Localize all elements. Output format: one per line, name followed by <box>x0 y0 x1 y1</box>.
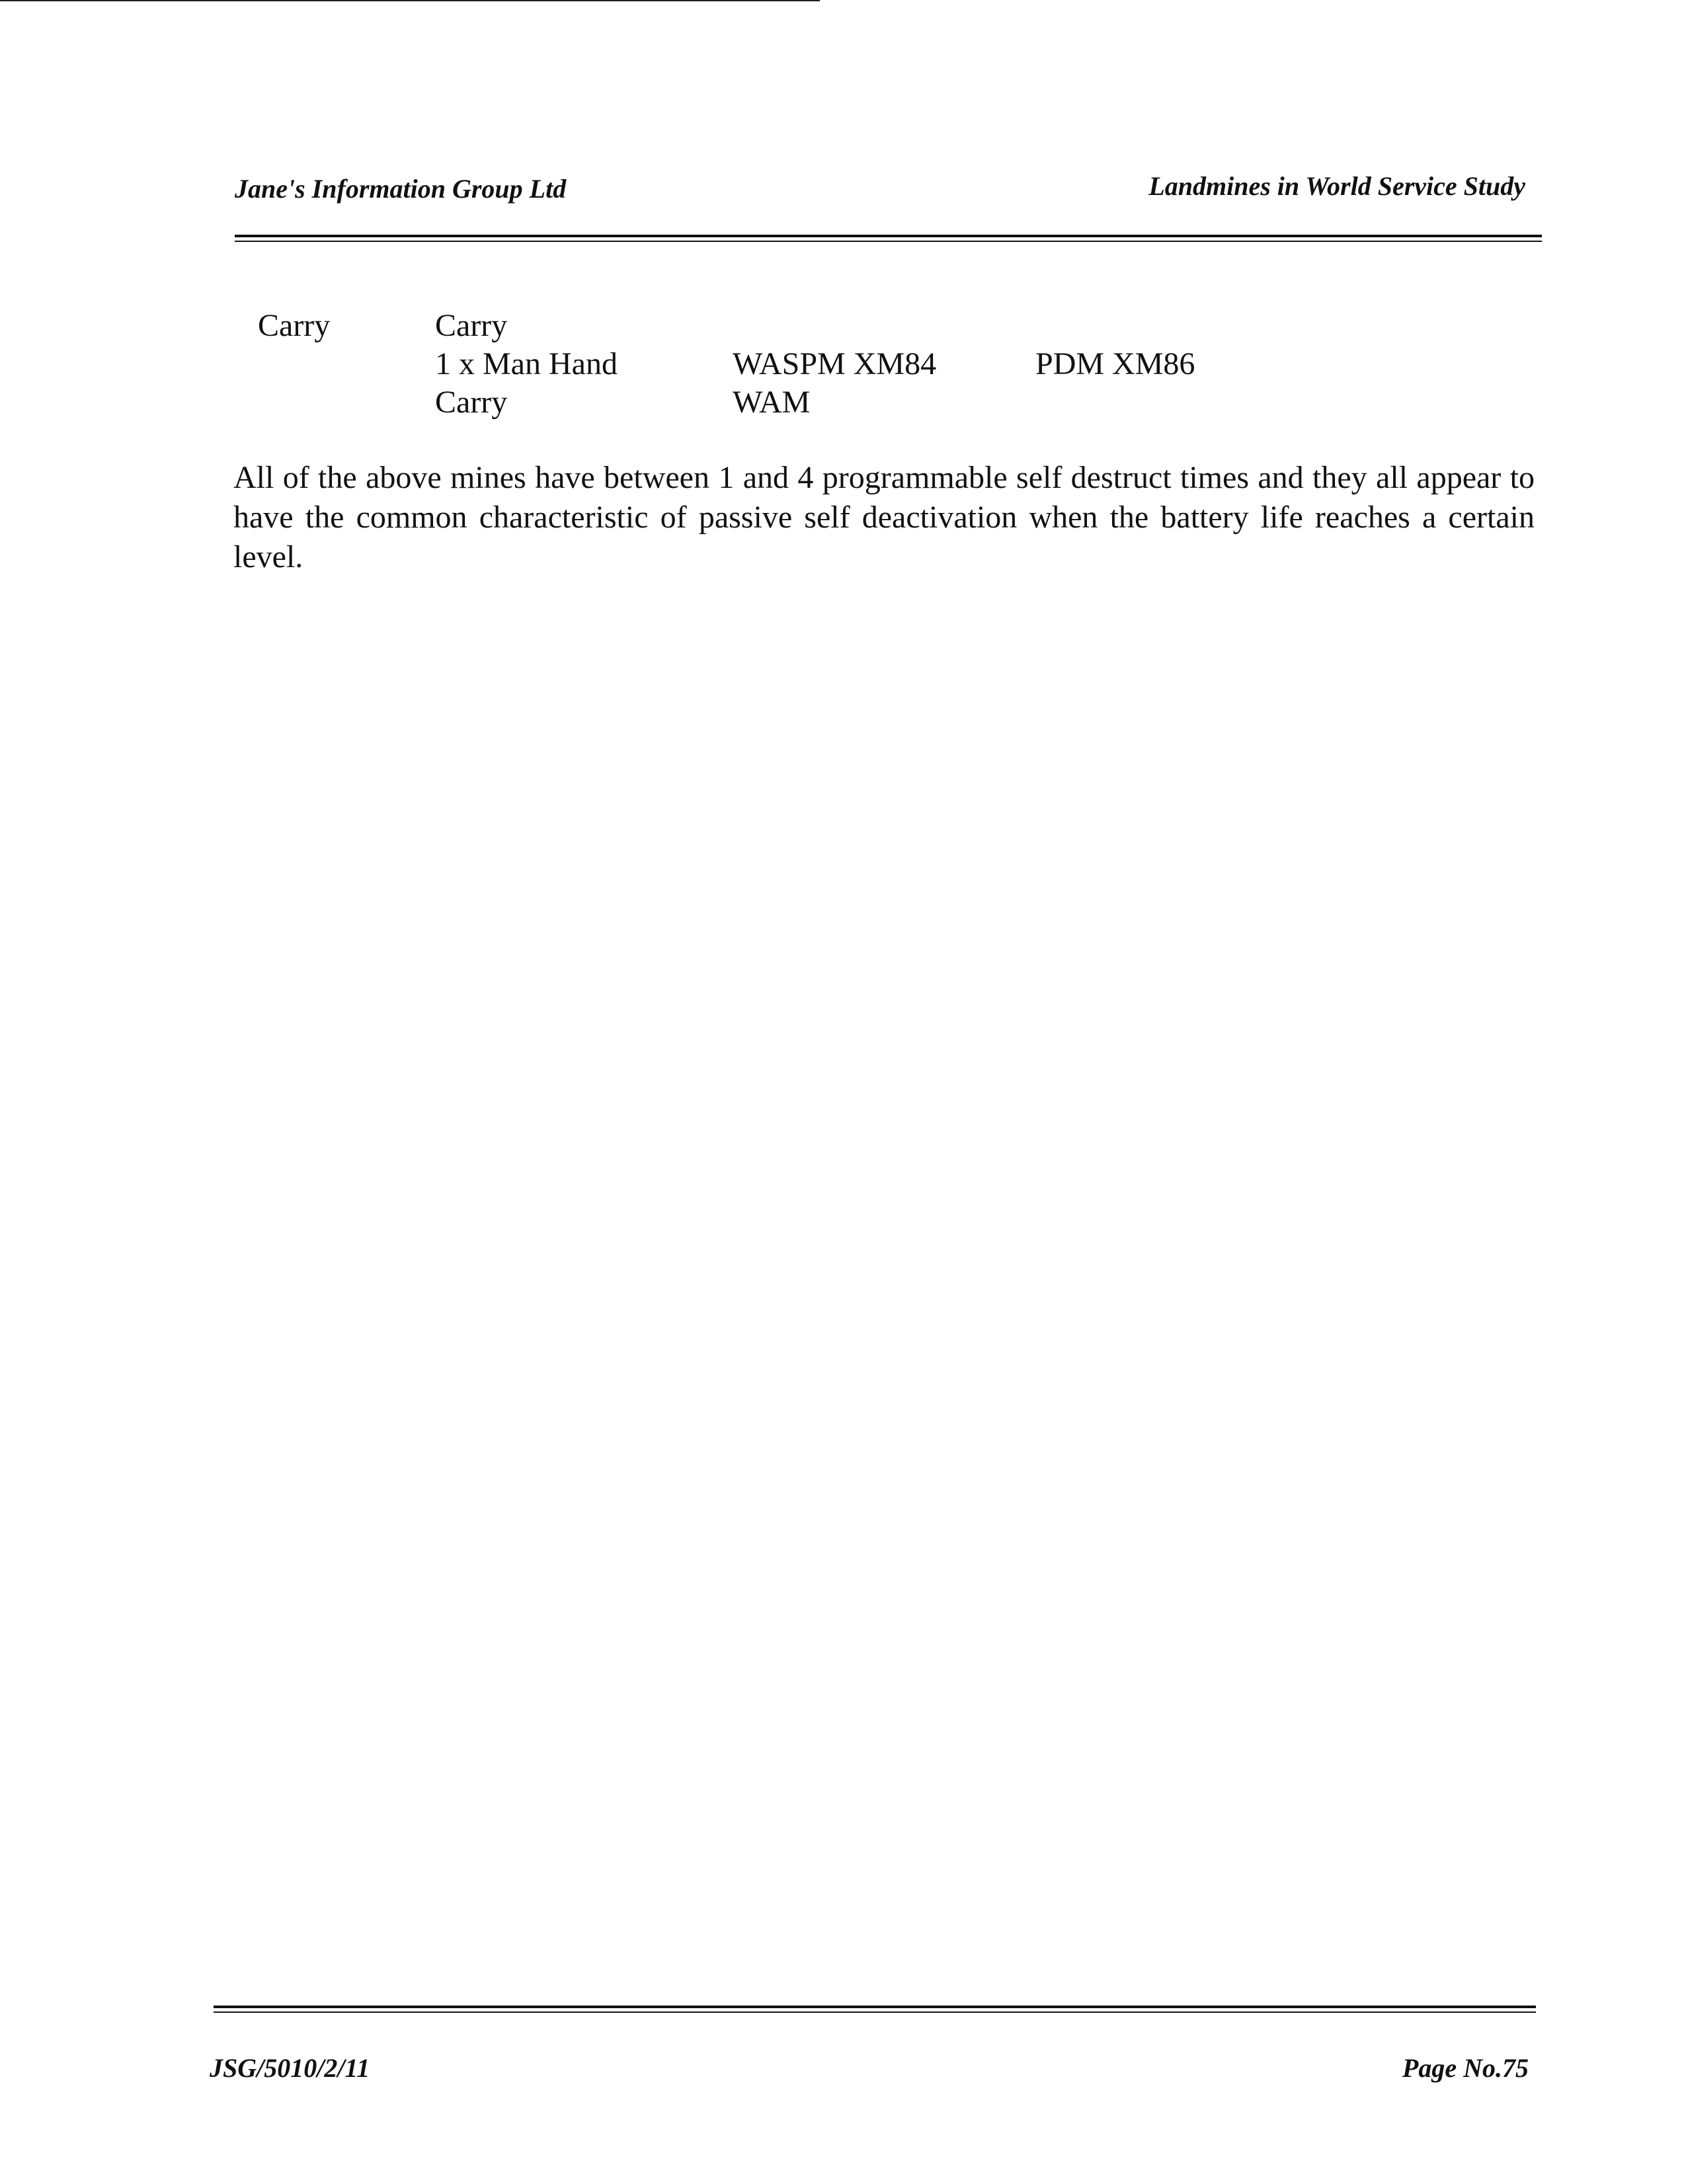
header-publisher: Jane's Information Group Ltd <box>235 174 567 204</box>
footer-rule <box>214 2006 1536 2008</box>
header-rule <box>235 235 1542 237</box>
table-cell: PDM XM86 <box>1035 346 1195 381</box>
header-rule-thin <box>235 241 1542 242</box>
body-paragraph: All of the above mines have between 1 and 4 programmable self destruct times and they all appear to have the common characteristic of passive self deactivation when the battery life reaches a certain level. <box>233 460 1535 574</box>
table-cell: WAM <box>733 385 811 420</box>
table-cell: Carry <box>258 308 331 343</box>
table-cell: Carry <box>435 385 508 420</box>
header-study-title: Landmines in World Service Study <box>1148 171 1525 201</box>
table-cell: 1 x Man Hand <box>435 346 618 381</box>
footer-document-code: JSG/5010/2/11 <box>210 2053 370 2083</box>
footer-page-number: Page No.75 <box>1402 2053 1529 2083</box>
footer-rule-thin <box>214 2011 1536 2013</box>
scan-artifact-line <box>0 0 820 1</box>
table-cell: WASPM XM84 <box>733 346 937 381</box>
table-cell: Carry <box>435 308 508 343</box>
